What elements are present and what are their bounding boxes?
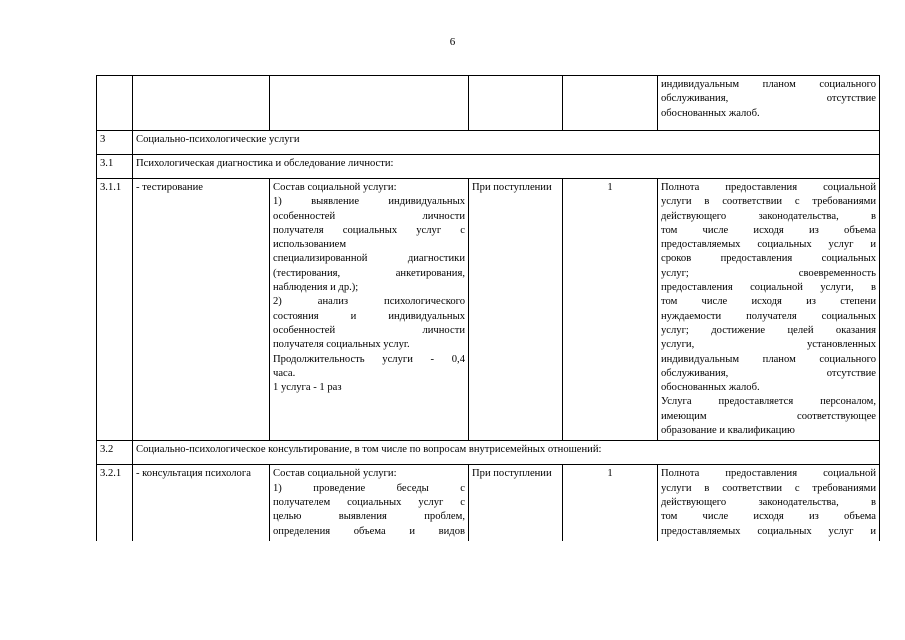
cell-volume: 1 <box>563 465 658 541</box>
section-title: Социально-психологические услуги <box>133 131 880 155</box>
cell-result: Полнота предоставления социальной услуги в соответствии с требованиями действующего законодательства, в том числе исходя из объема предоставляемых социальных услуг и сроков предоставления социальных услуг; своевременность предоставления социальной услуги, в том числе исходя из степени нуждаемости получателя социальных услуг; достижение целей оказания услуги, установленных индивидуальным планом социального обслуживания, отсутствие обоснованных жалоб. Услуга предоставляется персоналом, имеющим соответствующее образование и квалификацию <box>658 179 880 441</box>
page-number: 6 <box>449 36 456 48</box>
cell-periodicity <box>469 76 563 131</box>
cell-result: индивидуальным планом социального обслуживания, отсутствие обоснованных жалоб. <box>658 76 880 131</box>
section-title: Психологическая диагностика и обследование личности: <box>133 155 880 179</box>
cell-name <box>133 76 270 131</box>
cell-content: Состав социальной услуги: 1) проведение беседы с получателем социальных услуг с целью выявления проблем, определения объема и видов <box>270 465 469 541</box>
cell-content <box>270 76 469 131</box>
services-table <box>96 75 880 541</box>
cell-volume <box>563 76 658 131</box>
cell-num: 3.1.1 <box>97 179 133 441</box>
section-row-3-1 <box>97 155 880 179</box>
section-number: 3 <box>97 131 133 155</box>
cell-result: Полнота предоставления социальной услуги в соответствии с требованиями действующего законодательства, в том числе исходя из объема предоставляемых социальных услуг и <box>658 465 880 541</box>
section-row-3 <box>97 131 880 155</box>
cell-periodicity: При поступлении <box>469 179 563 441</box>
cell-name: - консультация психолога <box>133 465 270 541</box>
cell-num <box>97 76 133 131</box>
cell-periodicity: При поступлении <box>469 465 563 541</box>
section-number: 3.2 <box>97 441 133 465</box>
table-row-3-2-1 <box>97 465 880 541</box>
cell-content: Состав социальной услуги: 1) выявление индивидуальных особенностей личности получателя социальных услуг с использованием специализированной диагностики (тестирования, анкетирования, наблюдения и др.); 2) анализ психологического состояния и индивидуальных особенностей личности получателя социальных услуг. Продолжительность услуги - 0,4 часа. 1 услуга - 1 раз <box>270 179 469 441</box>
section-title: Социально-психологическое консультирование, в том числе по вопросам внутрисемейных отношений: <box>133 441 880 465</box>
table-row-continuation <box>97 76 880 131</box>
cell-volume: 1 <box>563 179 658 441</box>
cell-num: 3.2.1 <box>97 465 133 541</box>
cell-name: - тестирование <box>133 179 270 441</box>
table-row-3-1-1 <box>97 179 880 441</box>
section-row-3-2 <box>97 441 880 465</box>
section-number: 3.1 <box>97 155 133 179</box>
